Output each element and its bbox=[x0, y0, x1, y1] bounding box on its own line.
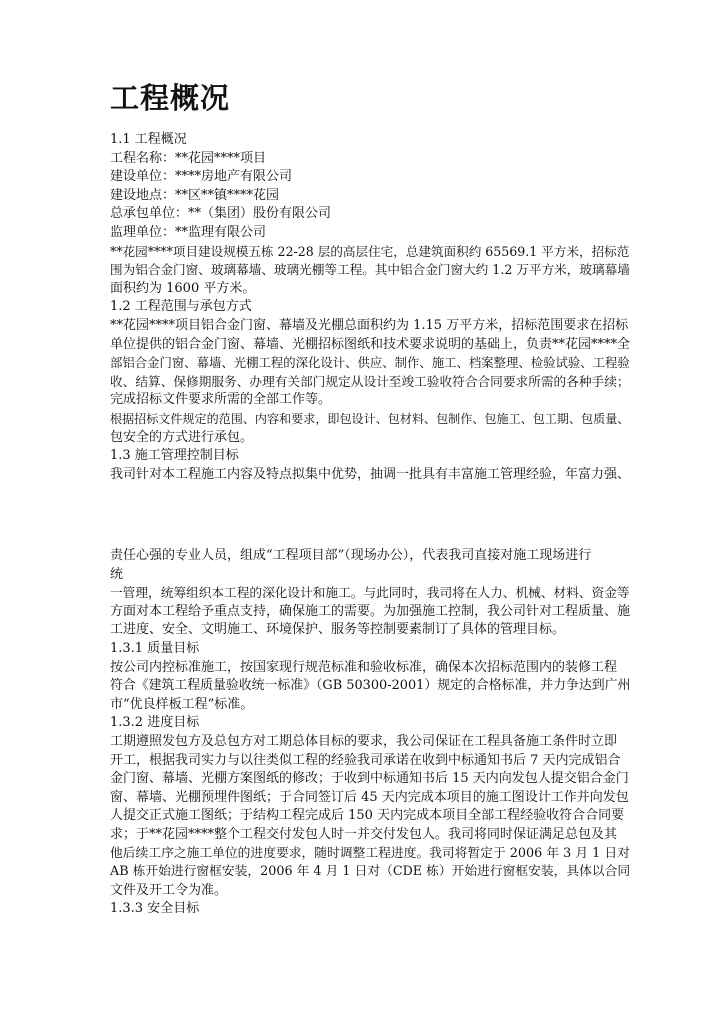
text-line: 责任心强的专业人员，组成“工程项目部”（现场办公），代表我司直接对施工现场进行 bbox=[110, 548, 592, 563]
text-line: 根据招标文件规定的范围、内容和要求，即包设计、包材料、包制作、包施工、包工期、包质量、 bbox=[110, 411, 630, 426]
text-line: 建设单位：****房地产有限公司 bbox=[110, 169, 293, 185]
page-title: 工程概况 bbox=[110, 81, 231, 115]
text-line: 文件及开工令为准。 bbox=[110, 882, 228, 898]
text-block-bottom bbox=[110, 547, 630, 919]
text-line: 1.3.1 质量目标 bbox=[110, 640, 200, 656]
text-line: 一管理，统筹组织本工程的深化设计和施工。与此同时，我司将在人力、机械、材料、资金等 bbox=[110, 585, 630, 601]
text-line: 求；于**花园****整个工程交付发包人时一并交付发包人。我司将同时保证满足总包及其 bbox=[110, 826, 618, 842]
text-line: 开工，根据我司实力与以往类似工程的经验我司承诺在收到中标通知书后 7 天内完成铝合 bbox=[110, 752, 621, 768]
text-line: 统 bbox=[110, 566, 124, 582]
text-line: 我司针对本工程施工内容及特点拟集中优势，抽调一批具有丰富施工管理经验，年富力强、 bbox=[110, 466, 631, 482]
text-line: 总承包单位：**（集团）股份有限公司 bbox=[110, 206, 332, 222]
text-line: 工程名称：**花园****项目 bbox=[110, 150, 267, 166]
text-line: 工进度、安全、文明施工、环境保护、服务等控制要素制订了具体的管理目标。 bbox=[110, 622, 566, 638]
text-line: 建设地点：**区**镇****花园 bbox=[110, 187, 280, 203]
text-line: **花园****项目建设规模五栋 22-28 层的高层住宅，总建筑面积约 65569.1 平方米，招标范 bbox=[110, 243, 630, 259]
text-line: 1.1 工程概况 bbox=[110, 132, 187, 147]
text-line: 1.3.3 安全目标 bbox=[110, 901, 200, 917]
text-line: **花园****项目铝合金门窗、幕墙及光棚总面积约为 1.15 万平方米，招标范围要求在招标 bbox=[110, 317, 629, 333]
text-line: AB 栋开始进行窗框安装，2006 年 4 月 1 日对（CDE 栋）开始进行窗框安装，具体以合同 bbox=[110, 864, 631, 880]
text-line: 收、结算、保修期服务、办理有关部门规定从设计至竣工验收符合合同要求所需的各种手续； bbox=[110, 373, 630, 389]
text-line: 单位提供的铝合金门窗、幕墙、光棚招标图纸和技术要求说明的基础上，负责**花园****全 bbox=[110, 336, 631, 352]
text-line: 符合《建筑工程质量验收统一标准》（GB 50300-2001）规定的合格标准，并力争达到广州 bbox=[110, 678, 631, 694]
text-line: 完成招标文件要求所需的全部工作等。 bbox=[110, 392, 332, 408]
text-line: 包安全的方式进行承包。 bbox=[110, 429, 254, 445]
text-line: 人提交正式施工图纸；于结构工程完成后 150 天内完成本项目全部工程经验收符合合同要 bbox=[110, 808, 625, 824]
text-line: 市“优良样板工程”标准。 bbox=[110, 696, 254, 712]
text-line: 按公司内控标准施工，按国家现行规范标准和验收标准，确保本次招标范围内的装修工程 bbox=[110, 659, 618, 675]
text-line: 1.3 施工管理控制目标 bbox=[110, 448, 239, 464]
text-line: 监理单位：**监理有限公司 bbox=[110, 224, 267, 240]
text-line: 他后续工序之施工单位的进度要求，随时调整工程进度。我司将暂定于 2006 年 3 月 1 日对 bbox=[110, 845, 630, 861]
text-line: 金门窗、幕墙、光棚方案图纸的修改；于收到中标通知书后 15 天内向发包人提交铝合金门 bbox=[110, 771, 629, 787]
text-line: 1.2 工程范围与承包方式 bbox=[110, 299, 252, 315]
text-line: 面积约为 1600 平方米。 bbox=[110, 280, 256, 296]
text-line: 窗、幕墙、光棚预埋件图纸；于合同签订后 45 天内完成本项目的施工图设计工作并向发包 bbox=[110, 789, 629, 805]
text-line: 围为铝合金门窗、玻璃幕墙、玻璃光棚等工程。其中铝合金门窗大约 1.2 万平方米，玻璃幕墙 bbox=[110, 262, 630, 278]
text-block-top bbox=[110, 131, 630, 484]
text-line: 工期遵照发包方及总包方对工期总体目标的要求，我公司保证在工程具备施工条件时立即 bbox=[110, 733, 618, 749]
text-line: 部铝合金门窗、幕墙、光棚工程的深化设计、供应、制作、施工、档案整理、检验试验、工程验 bbox=[110, 356, 630, 371]
text-line: 方面对本工程给予重点支持，确保施工的需要。为加强施工控制，我公司针对工程质量、施 bbox=[110, 603, 631, 619]
text-line: 1.3.2 进度目标 bbox=[110, 715, 200, 731]
